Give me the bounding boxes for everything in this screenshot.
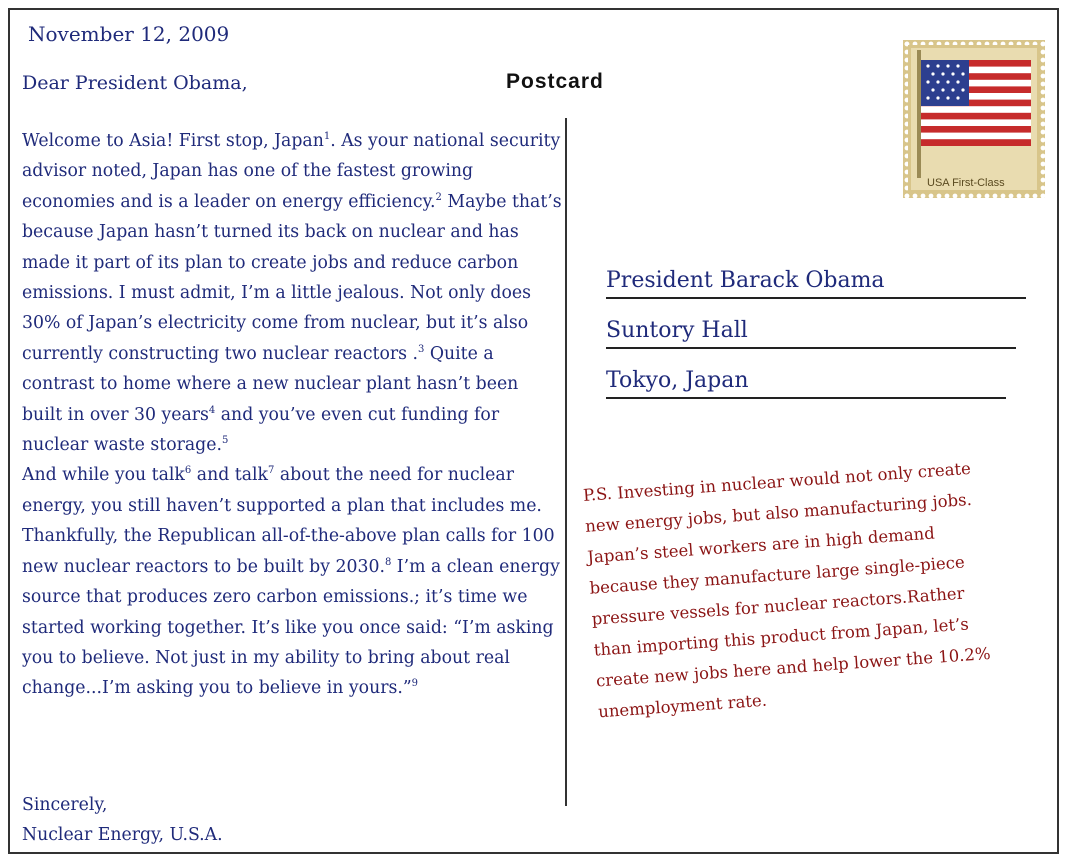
postage-stamp	[903, 40, 1045, 198]
footnote-marker: 4	[208, 404, 216, 416]
signature-line: Nuclear Energy, U.S.A.	[22, 825, 223, 845]
salutation: Dear President Obama,	[22, 72, 248, 94]
letter-paragraph-1: Welcome to Asia! First stop, Japan$^1$. As your national security advisor noted, Japan has one of the fastest growing economies and is a leader on energy efficiency.$^2$ Maybe that’s because Japan hasn’t turned its back on nuclear and has made it part of its plan to create jobs and reduce carbon emissions. I must admit, I’m a little jealous. Not only does 30% of Japan’s electricity come from nuclear, but it’s also currently constructing two nuclear reactors .$^3$ Quite a contrast to home where a new nuclear plant hasn’t been built in over 30 years$^4$ and you’ve even cut funding for nuclear waste storage.$^5$	[22, 131, 562, 456]
footnote-marker: 1	[323, 131, 331, 143]
footnote-marker: 8	[384, 556, 392, 568]
footnote-marker: 7	[268, 465, 275, 477]
closing	[22, 790, 223, 850]
address-line-3: Tokyo, Japan	[606, 368, 1006, 399]
footnote-marker: 3	[417, 344, 425, 356]
stamp-label: USA First-Class	[927, 177, 1005, 189]
closing-line-1: Sincerely,	[22, 795, 108, 815]
flag-stamp-icon	[903, 40, 1045, 198]
postscript: P.S. Investing in nuclear would not only create new energy jobs, but also manufacturing jobs. Japan’s steel workers are in high demand because they manufacture large single-piece pressure vessels for nuclear reactors.Rather than importing this product from Japan, let’s create new jobs here and help lower the 10.2% unemployment rate.	[582, 458, 992, 722]
footnote-marker: 6	[184, 465, 192, 477]
footnote-marker: 9	[411, 678, 419, 690]
center-divider	[565, 118, 567, 806]
footnote-marker: 2	[435, 192, 442, 204]
postcard-title: Postcard	[506, 70, 604, 93]
address-line-2: Suntory Hall	[606, 318, 1016, 349]
letter-paragraph-2: And while you talk$^6$ and talk$^7$ about the need for nuclear energy, you still haven’t supported a plan that includes me. Thankfully, the Republican all-of-the-above plan calls for 100 new nuclear reactors to be built by 2030.$^8$ I’m a clean energy source that produces zero carbon emissions.; it’s time we started working together. It’s like you once said: “I’m asking you to believe. Not just in my ability to bring about real change...I’m asking you to believe in yours.”$^9$	[22, 465, 560, 699]
date: November 12, 2009	[28, 22, 230, 46]
address-line-1: President Barack Obama	[606, 268, 1026, 299]
footnote-marker: 5	[221, 435, 229, 447]
postcard	[8, 8, 1059, 854]
letter-body	[22, 126, 562, 704]
